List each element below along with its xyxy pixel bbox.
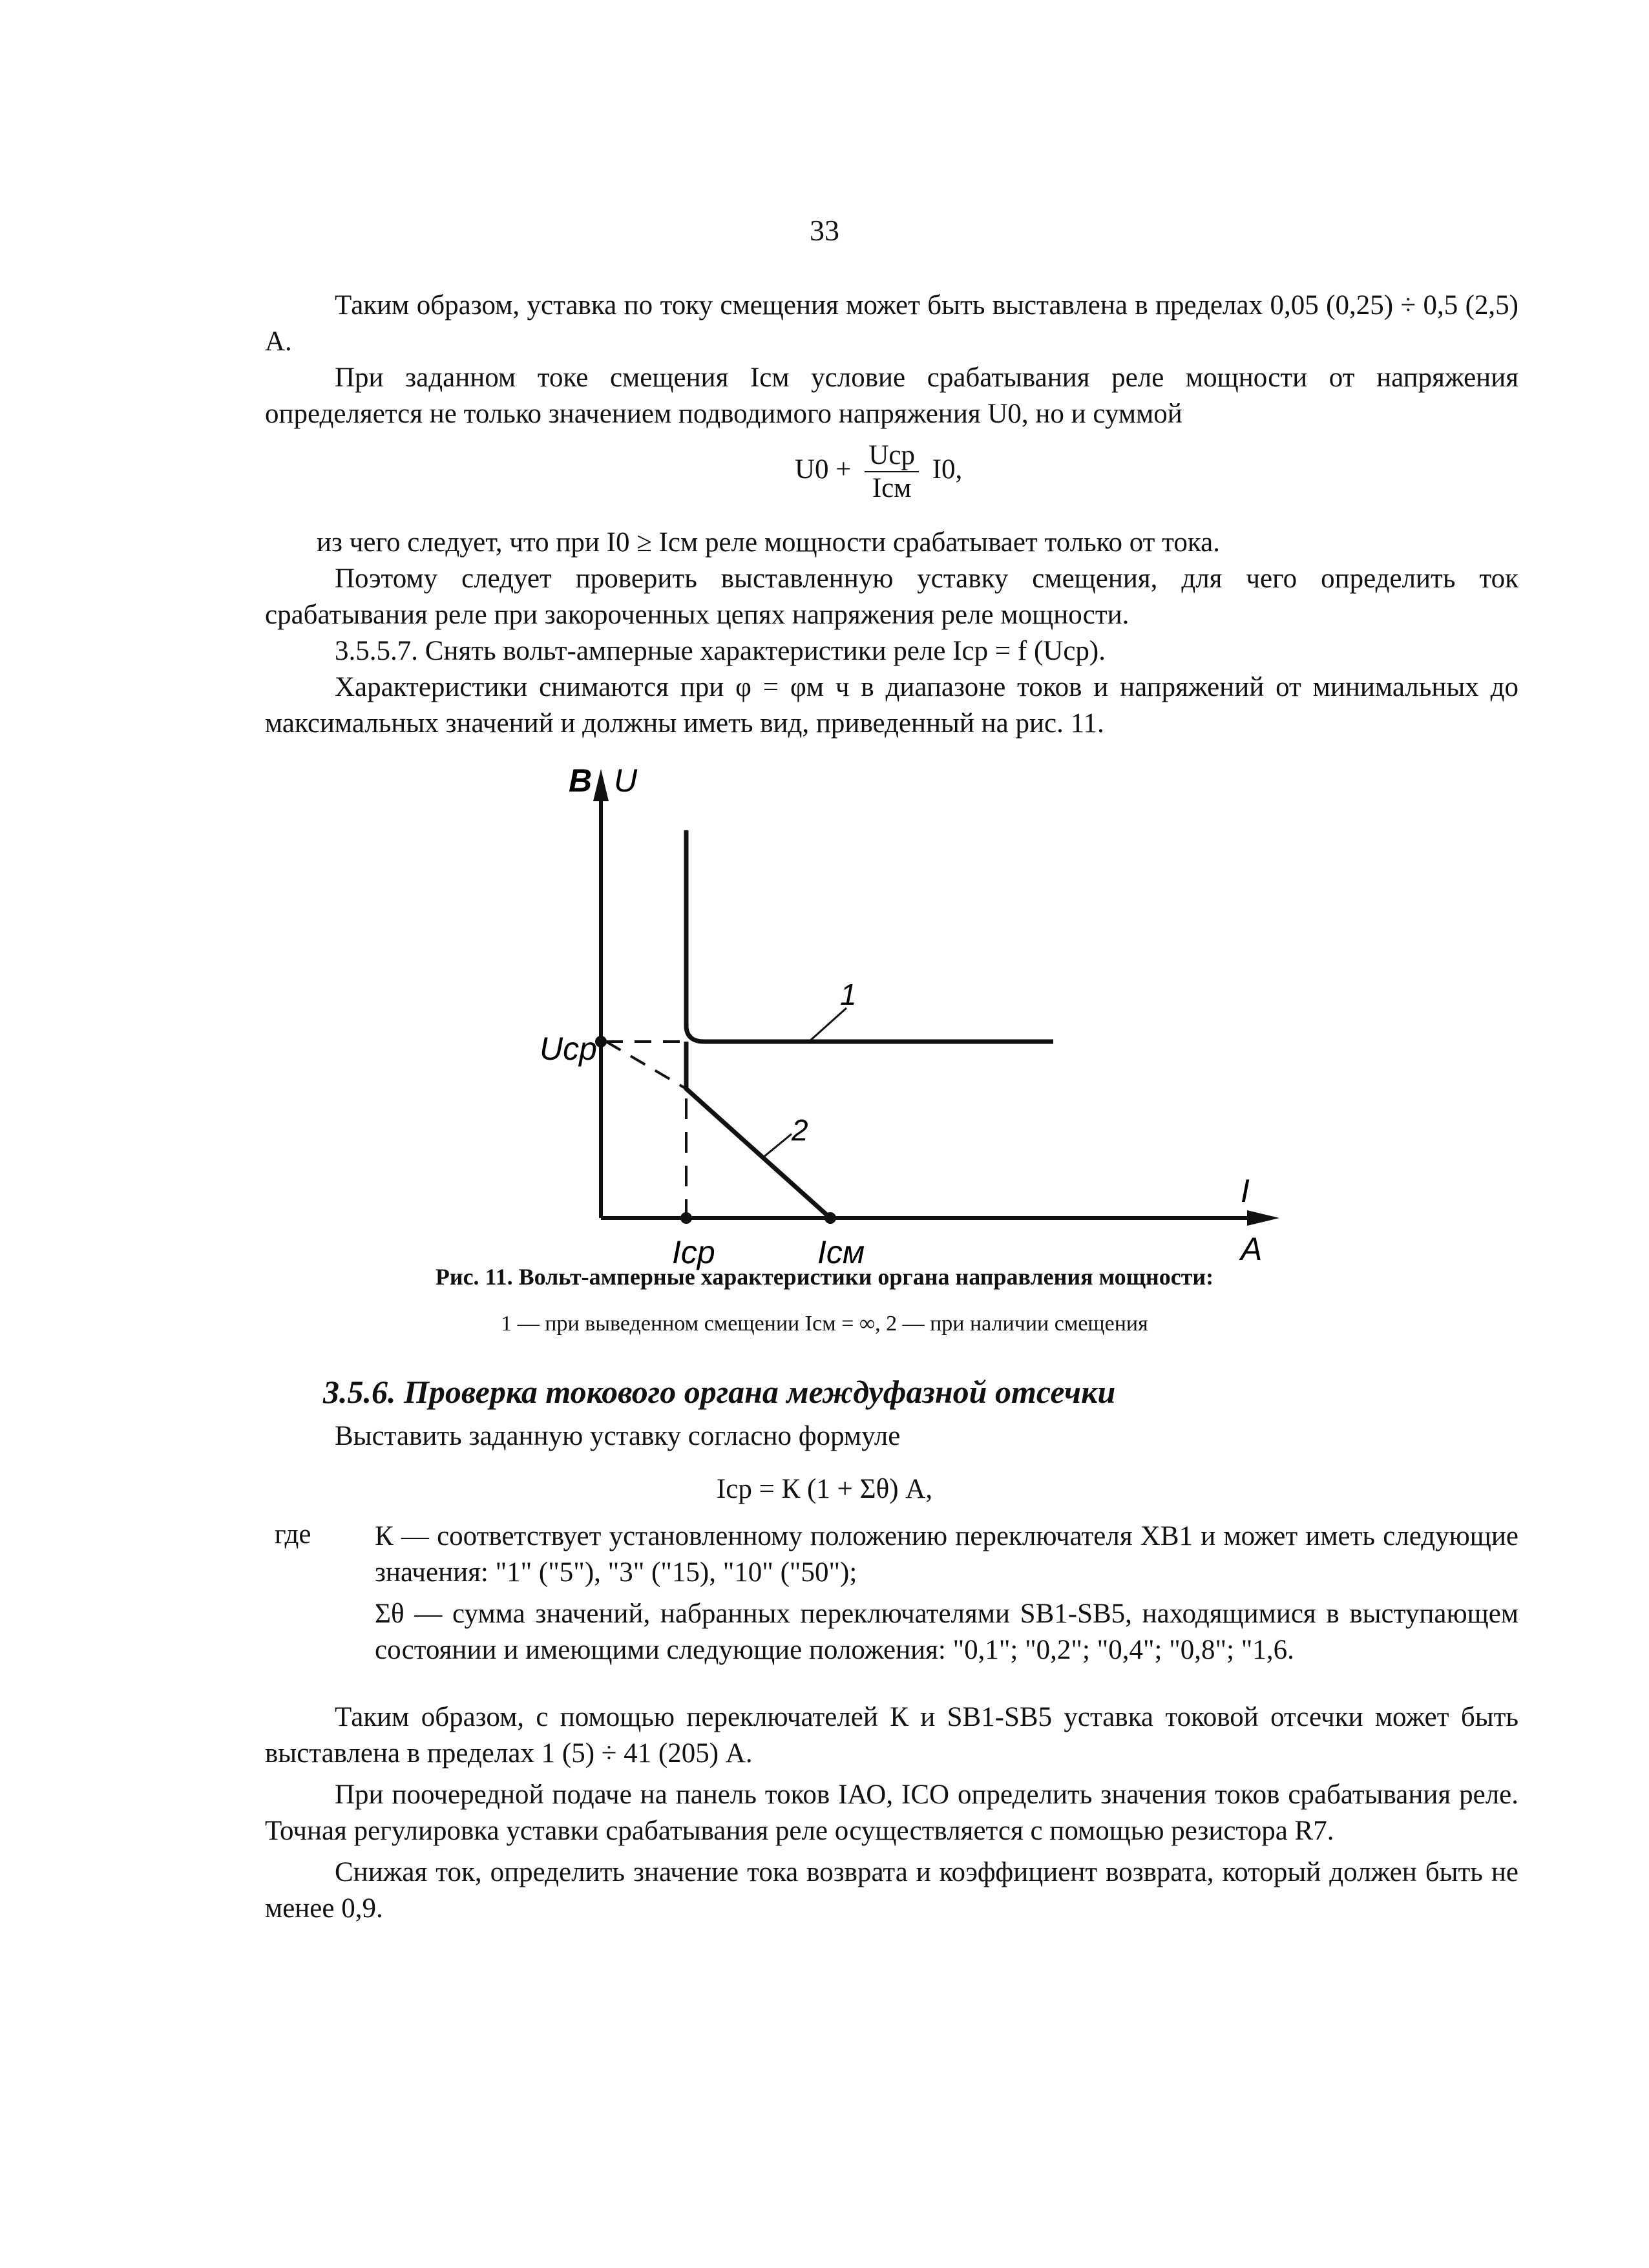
figure-caption-title: Рис. 11. Вольт-амперные характеристики органа направления мощности: xyxy=(435,1264,1214,1290)
paragraph-range: Таким образом, с помощью переключателей К и SB1-SB5 уставка токовой отсечки может быть выставлена в пределах 1 (5) ÷ 41 (205) А. xyxy=(265,1702,1518,1769)
curve-2-label: 2 xyxy=(792,1113,808,1147)
paragraph-conclusion: из чего следует, что при I0 ≥ Iсм реле мощности срабатывает только от тока. xyxy=(317,527,1220,558)
y-label-b: В xyxy=(569,762,593,799)
x-axis-arrow xyxy=(1247,1210,1279,1226)
paragraph-characteristics: Характеристики снимаются при φ = φм ч в диапазоне токов и напряжений от минимальных до максимальных значений и должны иметь вид, приведенный на рис. 11. xyxy=(265,672,1518,739)
x-label-a: А xyxy=(1241,1231,1263,1267)
paragraph-measure: При поочередной подаче на панель токов IАО, IСО определить значения токов срабатывания реле. Точная регулировка уставки срабатывания реле осуществляется с помощью резистора R7. xyxy=(265,1780,1518,1846)
i-sm-point xyxy=(824,1212,836,1224)
definitions xyxy=(375,1518,1518,1668)
formula-right: I0, xyxy=(932,454,963,485)
setting-formula: Iср = К (1 + Σθ) А, xyxy=(716,1474,933,1504)
definition-sum: Σθ — сумма значений, набранных переключателями SB1-SB5, находящимися в выступающем состоянии и имеющими следующие положения: "0,1"; "0,2"; "0,4"; "0,8"; "1,6. xyxy=(375,1599,1518,1665)
paragraph-return: Снижая ток, определить значение тока возврата и коэффициент возврата, который должен быть не менее 0,9. xyxy=(265,1857,1518,1924)
x-label-i: I xyxy=(1241,1173,1250,1209)
formula-numerator: Uср xyxy=(865,439,919,472)
y-label-u: U xyxy=(614,762,638,799)
figure-caption-text: 1 — при выведенном смещении Iсм = ∞, 2 — при наличии смещения xyxy=(501,1312,1148,1336)
where-label: где xyxy=(275,1519,311,1549)
paragraph-offset-current: При заданном токе смещения Iсм условие срабатывания реле мощности от напряжения определяется не только значением подводимого напряжения U0, но и суммой xyxy=(265,362,1518,429)
paragraph-check: Поэтому следует проверить выставленную уставку смещения, для чего определить ток срабатывания реле при закороченных цепях напряжения реле мощности. xyxy=(265,563,1518,630)
curve-1-label: 1 xyxy=(840,978,857,1011)
curve-1 xyxy=(686,830,1053,1042)
extension-dashed xyxy=(606,1042,686,1089)
formula-denominator: Iсм xyxy=(872,473,912,503)
paragraph-step: 3.5.5.7. Снять вольт-амперные характеристики реле Iср = f (Uср). xyxy=(335,636,1106,666)
section-intro: Выставить заданную уставку согласно формуле xyxy=(335,1421,901,1451)
definition-k: К — соответствует установленному положению переключателя ХВ1 и может иметь следующие значения: "1" ("5"), "3" ("15), "10" ("50"); xyxy=(375,1521,1518,1588)
formula-left: U0 + xyxy=(795,454,852,485)
i-sr-point xyxy=(680,1212,692,1224)
u-sr-label: Uср xyxy=(540,1031,597,1067)
page-number: 33 xyxy=(810,214,839,247)
i-sr-label: Iср xyxy=(672,1234,715,1270)
paragraph-offset-range: Таким образом, уставка по току смещения может быть выставлена в пределах 0,05 (0,25) ÷ 0,5 (2,5) А. xyxy=(265,290,1518,357)
curve-2-leader xyxy=(762,1134,792,1158)
section-heading: 3.5.6. Проверка токового органа междуфазной отсечки xyxy=(323,1374,1116,1410)
y-axis-arrow xyxy=(593,769,609,801)
curve-2 xyxy=(686,1042,830,1218)
curve-1-leader xyxy=(809,1008,846,1042)
i-sm-label: Iсм xyxy=(817,1234,865,1270)
section-text xyxy=(265,1699,1518,1927)
